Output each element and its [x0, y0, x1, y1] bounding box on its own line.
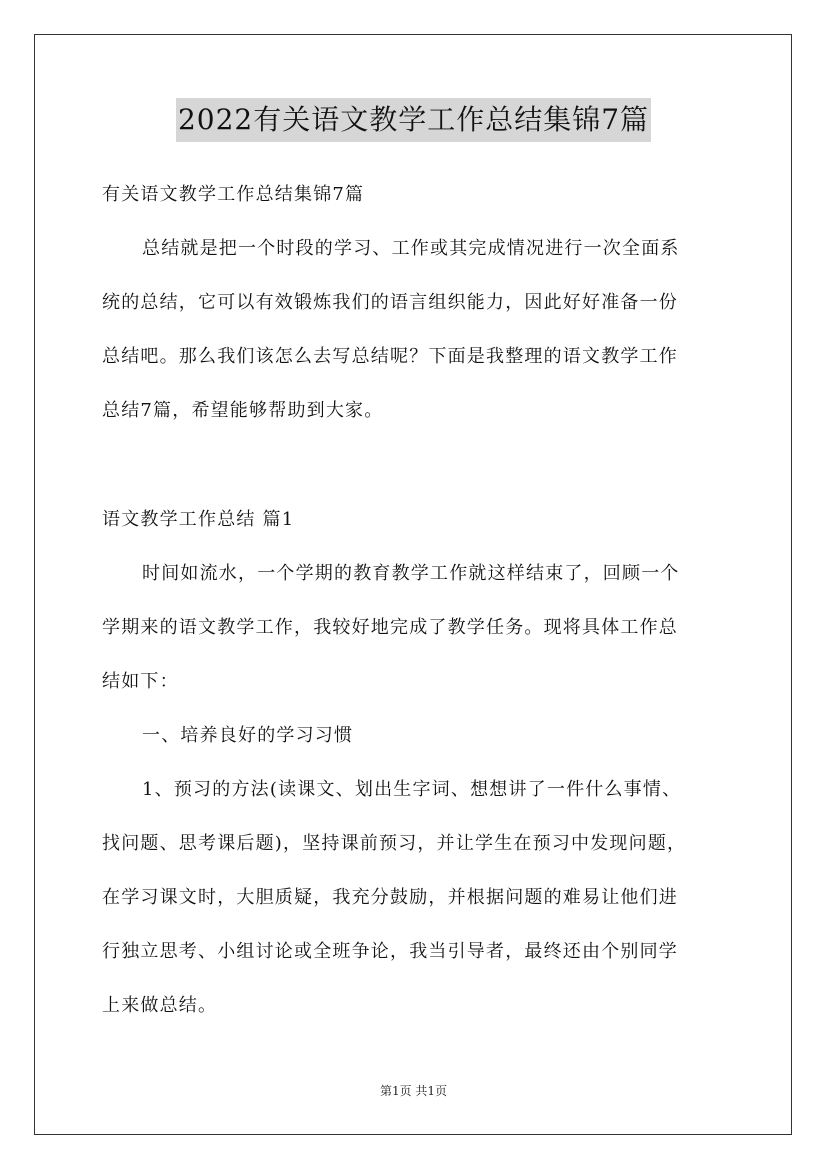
section-line: 时间如流水，一个学期的教育教学工作就这样结束了，回顾一个: [142, 563, 680, 584]
item-line: 1、预习的方法(读课文、划出生字词、想想讲了一件什么事情、: [142, 779, 682, 800]
section-line: 学期来的语文教学工作，我较好地完成了教学任务。现将具体工作总: [102, 617, 678, 638]
item-line: 找问题、思考课后题)，坚持课前预习，并让学生在预习中发现问题，: [102, 833, 687, 854]
item-line: 行独立思考、小组讨论或全班争论，我当引导者，最终还由个别同学: [102, 941, 678, 962]
document-subtitle: 有关语文教学工作总结集锦7篇: [102, 184, 365, 205]
section-line: 结如下：: [102, 671, 179, 692]
subheading: 一、培养良好的学习习惯: [142, 725, 354, 746]
intro-line: 统的总结，它可以有效锻炼我们的语言组织能力，因此好好准备一份: [102, 292, 678, 313]
intro-line: 总结吧。那么我们该怎么去写总结呢？下面是我整理的语文教学工作: [102, 346, 678, 367]
page-footer: 第1页 共1页: [379, 1084, 448, 1098]
document-title: 2022有关语文教学工作总结集锦7篇: [176, 98, 651, 142]
intro-line: 总结7篇，希望能够帮助到大家。: [102, 400, 384, 421]
section-heading: 语文教学工作总结 篇1: [102, 509, 295, 530]
title-container: [0, 98, 827, 142]
intro-line: 总结就是把一个时段的学习、工作或其完成情况进行一次全面系: [142, 238, 680, 259]
item-line: 在学习课文时，大胆质疑，我充分鼓励，并根据问题的难易让他们进: [102, 887, 678, 908]
item-line: 上来做总结。: [102, 995, 218, 1016]
